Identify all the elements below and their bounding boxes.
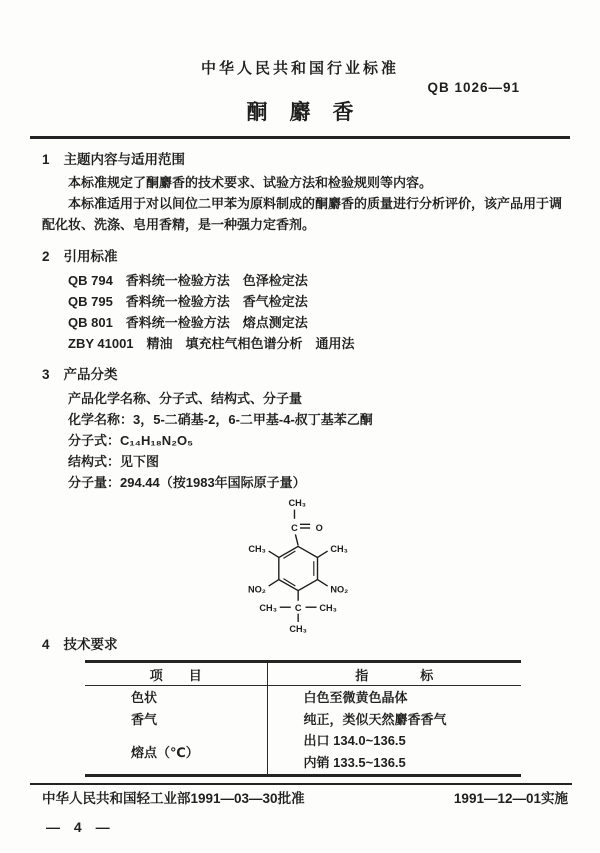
tbutyl-carbon-label: C — [294, 602, 302, 613]
right-nitro-label: NO₂ — [330, 584, 349, 595]
structure-note: 结构式：见下图 — [68, 454, 160, 469]
section3-heading — [42, 366, 564, 383]
standard-org-line: 中华人民共和国行业标准 — [200, 60, 399, 77]
bond-line — [295, 534, 298, 545]
tbutyl-right-methyl-label: CH₃ — [319, 602, 337, 613]
page-number: — 4 — — [46, 818, 115, 835]
bond-line — [318, 551, 328, 557]
left-nitro-label: NO₂ — [248, 584, 266, 595]
technical-requirements-table — [85, 660, 521, 777]
classification-intro: 产品化学名称、分子式、结构式、分子量 — [68, 391, 303, 406]
section2-number: 2 — [42, 249, 50, 264]
table-row-melting-point — [85, 730, 521, 776]
reference-list — [0, 270, 600, 354]
carbonyl-oxygen-label: O — [315, 522, 323, 533]
bond-line — [318, 580, 328, 586]
molecular-weight: 分子量：294.44（按1983年国际原子量） — [68, 475, 306, 490]
table-row-odor — [85, 708, 521, 730]
bond-line — [269, 551, 279, 557]
document-title: 酮麝香 — [246, 101, 376, 124]
row-spec-value: 白色至微黄色晶体 — [303, 690, 408, 706]
tbutyl-left-methyl-label: CH₃ — [259, 602, 277, 613]
row-item-label: 色状 — [85, 686, 267, 708]
section1-paragraph-2: 本标准适用于对以间位二甲苯为原料制成的酮麝香的质量进行分析评价，该产品用于调配化妆、洗涤、皂用香精，是一种强力定香剂。 — [42, 196, 563, 232]
section3-number: 3 — [42, 367, 50, 382]
reference-item-zby41001: ZBY 41001 精油 填充柱气相色谱分析 通用法 — [68, 336, 355, 351]
footer — [42, 791, 568, 807]
approval-note: 中华人民共和国轻工业部1991—03—30批准 — [42, 790, 305, 806]
melting-point-export: 出口 134.0~136.5 — [303, 732, 406, 748]
carbonyl-carbon-label: C — [291, 522, 298, 533]
section4-number: 4 — [42, 637, 50, 652]
chemical-name: 化学名称：3，5-二硝基-2，6-二甲基-4-叔丁基苯乙酮 — [68, 412, 373, 427]
reference-item-qb794: QB 794 香料统一检验方法 色泽检定法 — [68, 273, 308, 288]
section2-title: 引用标准 — [63, 249, 118, 264]
standard-number: QB 1026—91 — [427, 80, 520, 95]
header-divider — [30, 136, 570, 139]
table-row-color — [85, 686, 521, 708]
section1-heading — [42, 151, 564, 168]
bond-line — [269, 580, 279, 586]
row-spec-value: 纯正，类似天然麝香香气 — [303, 712, 447, 727]
section4-heading — [42, 636, 564, 653]
footer-divider — [30, 783, 572, 785]
reference-item-qb801: QB 801 香料统一检验方法 熔点测定法 — [68, 315, 308, 330]
section1-paragraph-1: 本标准规定了酮麝香的技术要求、试验方法和检验规则等内容。 — [68, 175, 433, 190]
tbutyl-bottom-methyl-label: CH₃ — [289, 624, 307, 633]
molecule-diagram — [217, 493, 383, 633]
row-spec-value — [267, 730, 521, 776]
section2-heading — [42, 248, 564, 265]
section3-title: 产品分类 — [63, 367, 118, 382]
melting-point-domestic: 内销 133.5~136.5 — [303, 754, 406, 770]
structural-formula — [0, 493, 600, 633]
section1-number: 1 — [42, 152, 50, 167]
row-item-label: 香气 — [85, 708, 267, 730]
right-methyl-label: CH₃ — [330, 543, 348, 554]
column-header-spec: 指 标 — [267, 662, 521, 686]
section4-title: 技术要求 — [63, 637, 118, 652]
reference-item-qb795: QB 795 香料统一检验方法 香气检定法 — [68, 294, 308, 309]
section1-title: 主题内容与适用范围 — [63, 152, 186, 167]
benzene-ring — [279, 546, 318, 590]
implementation-note: 1991—12—01实施 — [453, 790, 568, 806]
table-header-row — [85, 662, 521, 686]
row-item-label: 熔点（℃） — [85, 730, 267, 776]
acetyl-methyl-label: CH₃ — [288, 497, 307, 508]
molecular-formula: 分子式：C₁₄H₁₈N₂O₅ — [68, 433, 194, 448]
product-classification-block — [0, 388, 600, 493]
column-header-item: 项 目 — [85, 662, 267, 686]
left-methyl-label: CH₃ — [248, 543, 266, 554]
